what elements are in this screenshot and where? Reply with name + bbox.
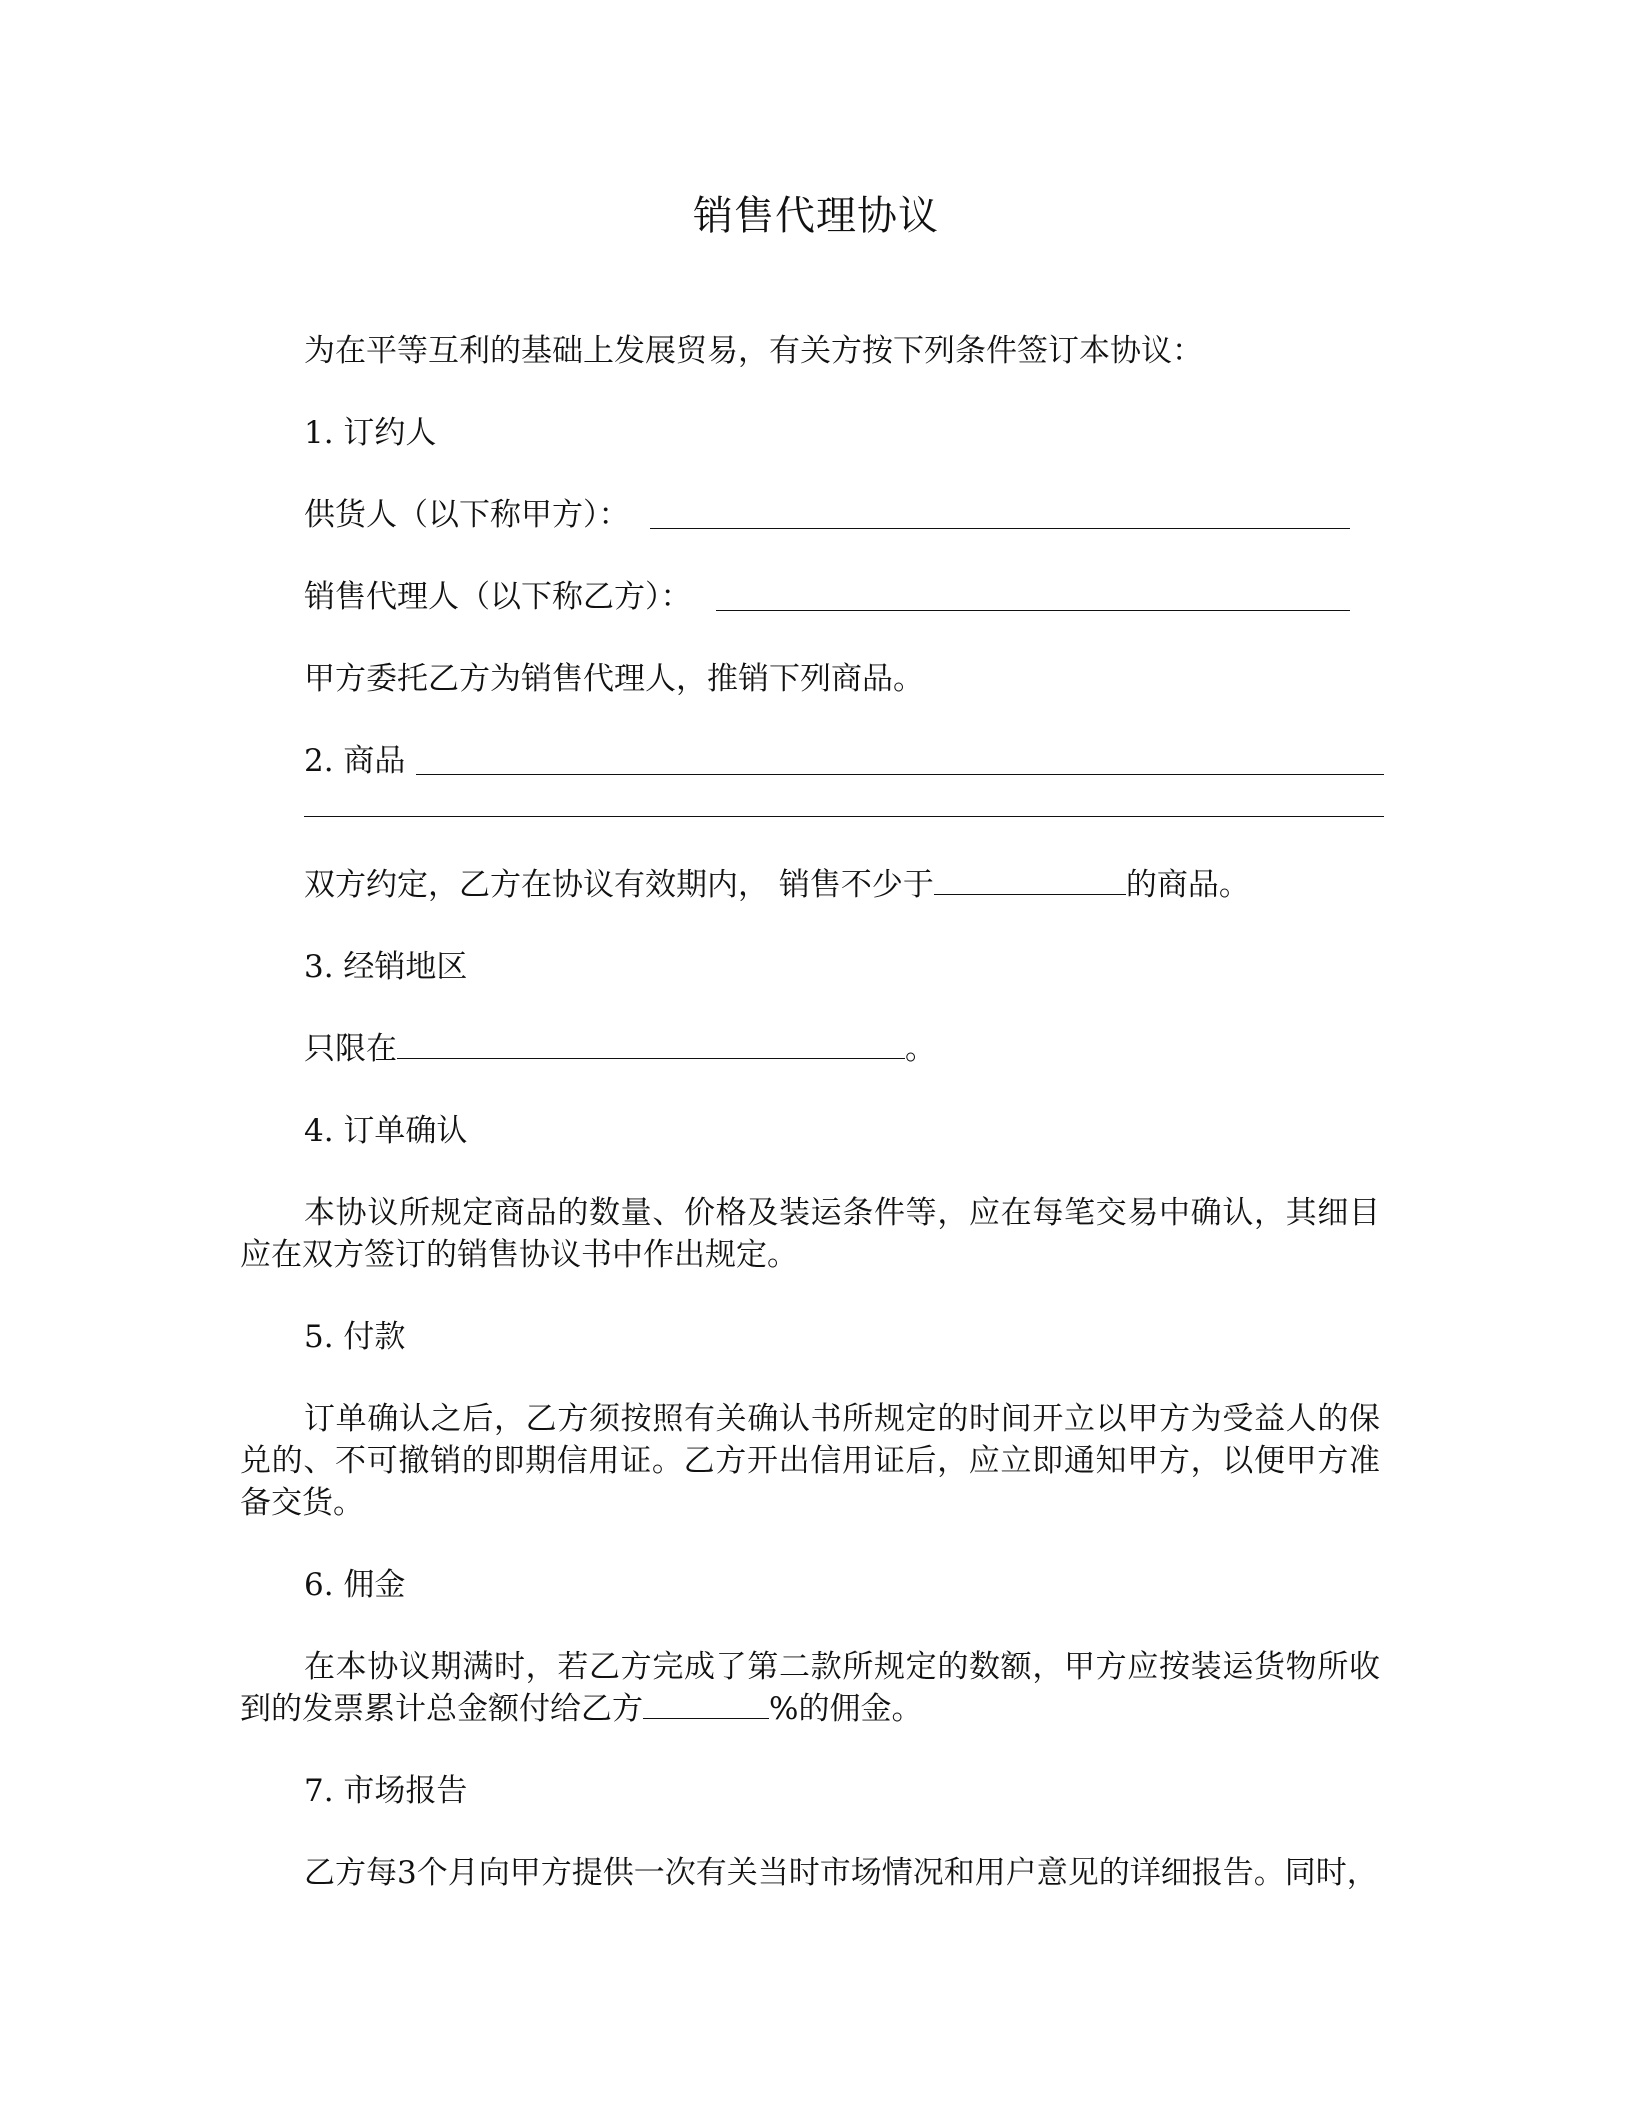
entrust-text: 甲方委托乙方为销售代理人，推销下列商品。 [304, 661, 924, 697]
agent-label: 销售代理人（以下称乙方）： [304, 579, 692, 615]
intro-text: 为在平等互利的基础上发展贸易，有关方按下列条件签订本协议： [304, 333, 1203, 369]
document-title: 销售代理协议 [693, 193, 939, 239]
order-confirmation-paragraph: 本协议所规定商品的数量、价格及装运条件等，应在每笔交易中确认，其细目应在双方签订的销售协议书中作出规定。 [240, 1195, 1380, 1273]
section-3-heading: 3. 经销地区 [304, 949, 468, 985]
market-report-text: 乙方每3个月向甲方提供一次有关当时市场情况和用户意见的详细报告。同时， [304, 1855, 1378, 1891]
sales-agreement-part1: 双方约定，乙方在协议有效期内， 销售不少于 [304, 867, 934, 903]
sales-agreement-part2: 的商品。 [1125, 867, 1250, 903]
section-2-heading: 2. 商品 [304, 743, 406, 779]
commission-part1: 在本协议期满时，若乙方完成了第二款所规定的数额，甲方应按装运货物所收到的发票累计总金额付给乙方 [240, 1649, 1380, 1727]
section-7-heading: 7. 市场报告 [304, 1773, 468, 1809]
section-1-heading: 1. 订约人 [304, 415, 437, 451]
region-end-mark: 。 [905, 1031, 936, 1067]
minimum-sales-blank[interactable] [934, 864, 1126, 895]
supplier-label: 供货人（以下称甲方）： [304, 497, 630, 533]
region-only-label: 只限在 [304, 1031, 397, 1067]
payment-paragraph: 订单确认之后，乙方须按照有关确认书所规定的时间开立以甲方为受益人的保兑的、不可撤销的即期信用证。乙方开出信用证后，应立即通知甲方，以便甲方准备交货。 [240, 1401, 1380, 1521]
commission-paragraph [240, 1646, 1380, 1730]
section-4-heading: 4. 订单确认 [304, 1113, 468, 1149]
supplier-name-blank[interactable] [650, 528, 1350, 529]
section-6-heading: 6. 佣金 [304, 1567, 406, 1603]
agent-name-blank[interactable] [716, 610, 1350, 611]
region-blank[interactable] [397, 1028, 905, 1059]
goods-blank-line-1[interactable] [416, 774, 1384, 775]
goods-blank-line-2[interactable] [304, 816, 1384, 817]
region-text [304, 1028, 936, 1070]
commission-rate-blank[interactable] [643, 1688, 769, 1719]
section-5-heading: 5. 付款 [304, 1319, 406, 1355]
commission-part2: %的佣金。 [769, 1691, 923, 1727]
sales-agreement-text [304, 864, 1250, 906]
